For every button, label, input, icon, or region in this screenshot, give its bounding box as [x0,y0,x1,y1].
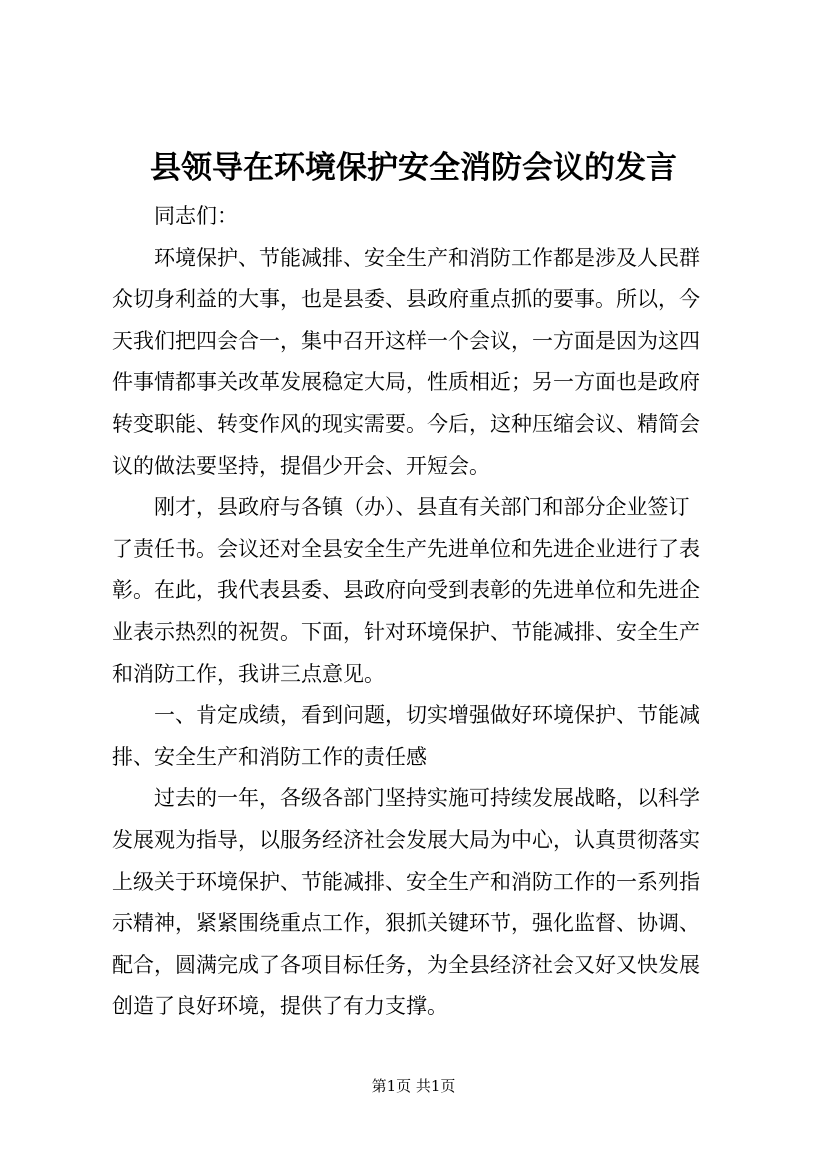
page-footer: 第1页 共1页 [371,1077,456,1095]
body-line: 众切身利益的大事，也是县委、县政府重点抓的要事。所以，今 [112,287,700,312]
body-line: 转变职能、转变作风的现实需要。今后，这种压缩会议、精简会 [112,411,700,436]
body-line: 业表示热烈的祝贺。下面，针对环境保护、节能减排、安全生产 [112,619,700,644]
body-line: 环境保护、节能减排、安全生产和消防工作都是涉及人民群 [154,245,700,270]
body-line: 示精神，紧紧围绕重点工作，狠抓关键环节，强化监督、协调、 [112,911,700,936]
body-line: 彰。在此，我代表县委、县政府向受到表彰的先进单位和先进企 [112,578,700,603]
document-title: 县领导在环境保护安全消防会议的发言 [150,150,677,186]
body-line: 议的做法要坚持，提倡少开会、开短会。 [112,453,490,478]
body-line: 天我们把四会合一，集中召开这样一个会议，一方面是因为这四 [112,328,700,353]
body-line: 上级关于环境保护、节能减排、安全生产和消防工作的一系列指 [112,869,700,894]
body-line: 刚才，县政府与各镇（办）、县直有关部门和部分企业签订 [154,495,690,520]
document-body [112,196,732,1028]
section-heading-line: 一、肯定成绩，看到问题，切实增强做好环境保护、节能减 [154,703,700,728]
salutation-line: 同志们： [154,204,238,228]
body-line: 和消防工作，我讲三点意见。 [112,661,385,686]
section-heading-line: 排、安全生产和消防工作的责任感 [112,744,427,769]
body-line: 了责任书。会议还对全县安全生产先进单位和先进企业进行了表 [112,536,700,561]
body-line: 配合，圆满完成了各项目标任务，为全县经济社会又好又快发展 [112,952,700,977]
body-line: 创造了良好环境，提供了有力支撑。 [112,994,448,1019]
body-line: 过去的一年，各级各部门坚持实施可持续发展战略，以科学 [154,786,700,811]
body-line: 件事情都事关改革发展稳定大局，性质相近；另一方面也是政府 [112,370,700,395]
body-line: 发展观为指导，以服务经济社会发展大局为中心，认真贯彻落实 [112,827,700,852]
